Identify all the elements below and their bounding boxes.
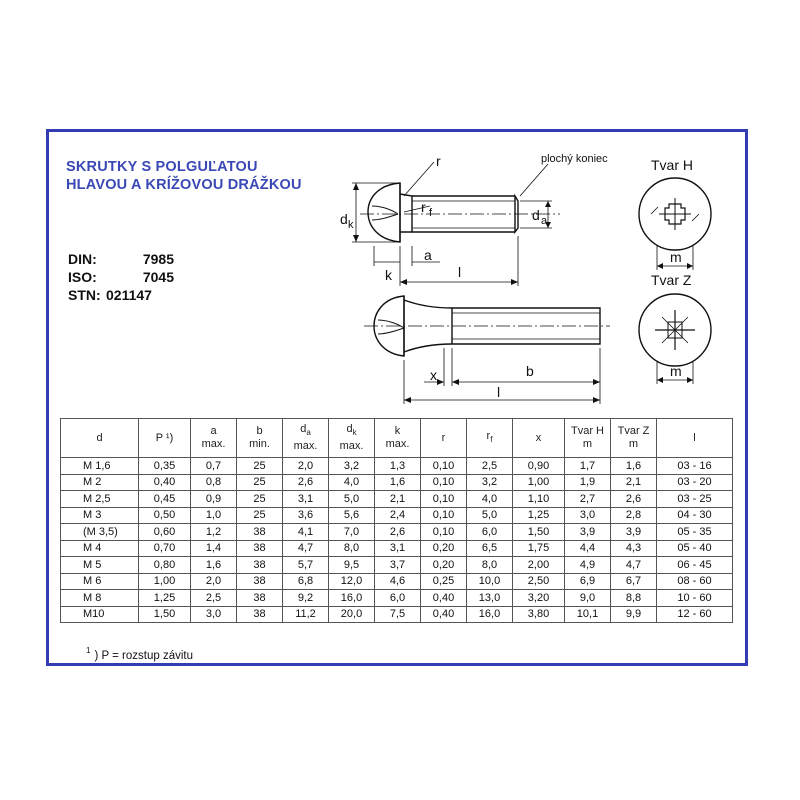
table-cell: 3,2: [329, 458, 375, 475]
table-row: [61, 540, 733, 557]
column-header-sub: max.: [293, 439, 318, 452]
table-cell: 1,75: [513, 540, 565, 557]
column-header: [329, 419, 375, 458]
standard-label: ISO:: [68, 269, 97, 285]
table-cell: 13,0: [467, 590, 513, 607]
table-cell: 8,0: [467, 557, 513, 574]
table-cell: 0,50: [139, 507, 191, 524]
table-cell: 1,6: [375, 474, 421, 491]
label-r: r: [436, 153, 441, 169]
column-header: [611, 419, 657, 458]
table-cell: 0,10: [421, 474, 467, 491]
table-cell: 0,60: [139, 524, 191, 541]
standard-value: 7985: [142, 251, 174, 267]
label-b: b: [526, 363, 534, 379]
table-cell: 1,25: [513, 507, 565, 524]
column-header-main: d: [300, 423, 307, 436]
table-cell: 3,6: [283, 507, 329, 524]
table-cell: 8,0: [329, 540, 375, 557]
table-cell: 10,0: [467, 573, 513, 590]
column-header-main: d: [346, 423, 353, 436]
label-a: a: [424, 247, 432, 263]
table-cell: 3,7: [375, 557, 421, 574]
table-cell: 1,50: [513, 524, 565, 541]
table-cell: 0,9: [191, 491, 237, 508]
table-cell: 0,25: [421, 573, 467, 590]
table-cell: 0,10: [421, 507, 467, 524]
table-cell: 38: [237, 573, 283, 590]
column-header-sub: max.: [339, 439, 364, 452]
column-header: [565, 419, 611, 458]
table-cell: 25: [237, 474, 283, 491]
table-cell: 2,50: [513, 573, 565, 590]
column-header: [657, 419, 733, 458]
title-line-1: SKRUTKY S POLGUĽATOU: [66, 159, 258, 175]
label-tvar-h: Tvar H: [651, 157, 693, 173]
table-cell: 0,80: [139, 557, 191, 574]
table-cell: 3,9: [565, 524, 611, 541]
table-cell: 9,0: [565, 590, 611, 607]
table-cell: 08 - 60: [657, 573, 733, 590]
table-cell: 4,0: [329, 474, 375, 491]
footnote: [86, 646, 193, 662]
table-row: [61, 474, 733, 491]
table-cell: 4,6: [375, 573, 421, 590]
table-cell: 11,2: [283, 606, 329, 623]
table-cell: 0,90: [513, 458, 565, 475]
label-l-top: l: [458, 264, 462, 280]
table-cell: 4,9: [565, 557, 611, 574]
table-cell: 20,0: [329, 606, 375, 623]
table-cell: 16,0: [329, 590, 375, 607]
table-cell: 4,0: [467, 491, 513, 508]
screw-side-view-top: [352, 162, 560, 286]
table-cell: 38: [237, 590, 283, 607]
table-cell: 3,80: [513, 606, 565, 623]
table-cell: 04 - 30: [657, 507, 733, 524]
table-cell: M 4: [61, 540, 139, 557]
table-cell: 38: [237, 606, 283, 623]
column-header: [237, 419, 283, 458]
table-row: [61, 491, 733, 508]
column-header-sub: m: [582, 438, 593, 450]
column-header-main: x: [535, 431, 542, 444]
column-header: [467, 419, 513, 458]
table-cell: 3,2: [467, 474, 513, 491]
table-cell: M 1,6: [61, 458, 139, 475]
table-cell: 1,0: [191, 507, 237, 524]
column-header-main: l: [693, 431, 696, 444]
table-cell: 38: [237, 524, 283, 541]
column-header-main: Tvar Z: [617, 425, 650, 437]
table-cell: 0,7: [191, 458, 237, 475]
table-cell: 05 - 35: [657, 524, 733, 541]
table-cell: 25: [237, 491, 283, 508]
column-header-sub: max.: [201, 438, 226, 450]
table-cell: 25: [237, 458, 283, 475]
table-cell: 5,6: [329, 507, 375, 524]
table-cell: 2,0: [283, 458, 329, 475]
table-cell: 16,0: [467, 606, 513, 623]
column-header-index: k: [352, 428, 357, 438]
column-header-main: Tvar H: [571, 425, 604, 437]
table-cell: 1,10: [513, 491, 565, 508]
table-cell: 38: [237, 557, 283, 574]
label-rf: r: [421, 199, 426, 215]
table-cell: 03 - 16: [657, 458, 733, 475]
table-cell: 0,40: [421, 590, 467, 607]
column-header: [421, 419, 467, 458]
standard-value: 021147: [106, 287, 152, 303]
table-cell: 2,0: [191, 573, 237, 590]
column-header: [139, 419, 191, 458]
label-m-z: m: [670, 363, 682, 379]
table-cell: 0,70: [139, 540, 191, 557]
column-header: [191, 419, 237, 458]
table-cell: 1,6: [611, 458, 657, 475]
table-cell: 10 - 60: [657, 590, 733, 607]
table-cell: 1,4: [191, 540, 237, 557]
column-header: [375, 419, 421, 458]
table-cell: 2,5: [191, 590, 237, 607]
label-l-bottom: l: [497, 384, 501, 400]
label-rf-sub: f: [429, 207, 433, 219]
table-cell: 5,0: [329, 491, 375, 508]
standard-label: DIN:: [68, 251, 97, 267]
table-cell: 2,1: [375, 491, 421, 508]
table-row: [61, 573, 733, 590]
table-cell: 3,1: [283, 491, 329, 508]
column-header-main: b: [256, 425, 263, 437]
table-cell: 1,25: [139, 590, 191, 607]
table-cell: 3,20: [513, 590, 565, 607]
table-cell: 2,8: [611, 507, 657, 524]
table-cell: 12,0: [329, 573, 375, 590]
table-body: [61, 458, 733, 623]
label-da: d: [532, 207, 540, 223]
table-cell: 0,45: [139, 491, 191, 508]
table-cell: 1,6: [191, 557, 237, 574]
table-cell: 3,1: [375, 540, 421, 557]
table-cell: 2,6: [611, 491, 657, 508]
table-cell: 6,0: [467, 524, 513, 541]
table-cell: 1,00: [139, 573, 191, 590]
table-cell: 0,35: [139, 458, 191, 475]
table-cell: 1,00: [513, 474, 565, 491]
column-header-index: a: [306, 428, 311, 438]
label-x: x: [430, 367, 437, 383]
label-flat-end: plochý koniec: [541, 153, 608, 165]
table-cell: 4,4: [565, 540, 611, 557]
table-cell: 03 - 25: [657, 491, 733, 508]
column-header: [283, 419, 329, 458]
table-cell: 2,7: [565, 491, 611, 508]
table-cell: 10,1: [565, 606, 611, 623]
table-cell: 05 - 40: [657, 540, 733, 557]
table-cell: 7,5: [375, 606, 421, 623]
column-header-main: a: [210, 425, 217, 437]
column-header-main: r: [441, 431, 446, 444]
column-header-sub: max.: [385, 438, 410, 450]
dimension-table: [60, 418, 733, 623]
title-line-2: HLAVOU A KRÍŽOVOU DRÁŽKOU: [66, 177, 302, 193]
table-cell: 5,7: [283, 557, 329, 574]
table-cell: (M 3,5): [61, 524, 139, 541]
table-cell: M 3: [61, 507, 139, 524]
footnote-text: ) P = rozstup závitu: [94, 650, 193, 662]
table-cell: 12 - 60: [657, 606, 733, 623]
table-cell: 2,6: [283, 474, 329, 491]
table-cell: 1,7: [565, 458, 611, 475]
table-cell: 4,7: [283, 540, 329, 557]
table-cell: 0,20: [421, 557, 467, 574]
table-cell: 6,7: [611, 573, 657, 590]
label-da-sub: a: [541, 215, 548, 227]
table-cell: 1,2: [191, 524, 237, 541]
standard-value: 7045: [142, 269, 174, 285]
table-cell: M 2: [61, 474, 139, 491]
footnote-mark: 1: [86, 646, 91, 655]
table-cell: 4,7: [611, 557, 657, 574]
table-cell: 0,8: [191, 474, 237, 491]
table-cell: M10: [61, 606, 139, 623]
column-header-main: k: [394, 425, 401, 437]
table-cell: M 5: [61, 557, 139, 574]
column-header: [513, 419, 565, 458]
label-dk: d: [340, 211, 348, 227]
table-cell: 0,10: [421, 491, 467, 508]
label-k: k: [385, 267, 392, 283]
table-cell: 5,0: [467, 507, 513, 524]
table-cell: 9,9: [611, 606, 657, 623]
table-cell: 2,5: [467, 458, 513, 475]
table-cell: 2,6: [375, 524, 421, 541]
column-header-main: P ¹): [155, 431, 174, 444]
table-row: [61, 507, 733, 524]
column-header-main: r: [486, 429, 491, 442]
table-row: [61, 590, 733, 607]
column-header-sub: min.: [249, 438, 270, 450]
table-row: [61, 557, 733, 574]
table-cell: M 6: [61, 573, 139, 590]
screw-side-view-bottom: [364, 296, 610, 404]
table-row: [61, 524, 733, 541]
drawing-labels: [340, 153, 693, 400]
table-cell: 9,2: [283, 590, 329, 607]
table-cell: 6,5: [467, 540, 513, 557]
table-header-row: [61, 419, 733, 458]
table-cell: 3,9: [611, 524, 657, 541]
table-cell: 1,3: [375, 458, 421, 475]
table-cell: 2,00: [513, 557, 565, 574]
label-dk-sub: k: [348, 219, 354, 231]
table-cell: 0,10: [421, 458, 467, 475]
table-cell: 3,0: [565, 507, 611, 524]
table-cell: 38: [237, 540, 283, 557]
table-cell: 0,40: [421, 606, 467, 623]
table-cell: 6,0: [375, 590, 421, 607]
label-m-h: m: [670, 249, 682, 265]
table-cell: 25: [237, 507, 283, 524]
table-cell: 3,0: [191, 606, 237, 623]
table-cell: 03 - 20: [657, 474, 733, 491]
table-cell: 7,0: [329, 524, 375, 541]
table-cell: 6,9: [565, 573, 611, 590]
column-header-sub: m: [628, 438, 639, 450]
table-cell: 9,5: [329, 557, 375, 574]
table-cell: 1,9: [565, 474, 611, 491]
table-row: [61, 606, 733, 623]
table-cell: 2,4: [375, 507, 421, 524]
table-cell: 1,50: [139, 606, 191, 623]
table-cell: 0,40: [139, 474, 191, 491]
table-cell: 6,8: [283, 573, 329, 590]
table-cell: 06 - 45: [657, 557, 733, 574]
label-tvar-z: Tvar Z: [651, 272, 692, 288]
table-cell: 8,8: [611, 590, 657, 607]
table-cell: M 8: [61, 590, 139, 607]
standard-label: STN:: [68, 287, 101, 303]
column-header-main: d: [96, 431, 103, 444]
arrow-heads-top: [353, 183, 551, 285]
column-header-index: f: [490, 435, 493, 445]
table-cell: 2,1: [611, 474, 657, 491]
table-cell: 4,3: [611, 540, 657, 557]
table-cell: 0,10: [421, 524, 467, 541]
column-header: [61, 419, 139, 458]
table-cell: M 2,5: [61, 491, 139, 508]
table-row: [61, 458, 733, 475]
table-cell: 0,20: [421, 540, 467, 557]
table-cell: 4,1: [283, 524, 329, 541]
